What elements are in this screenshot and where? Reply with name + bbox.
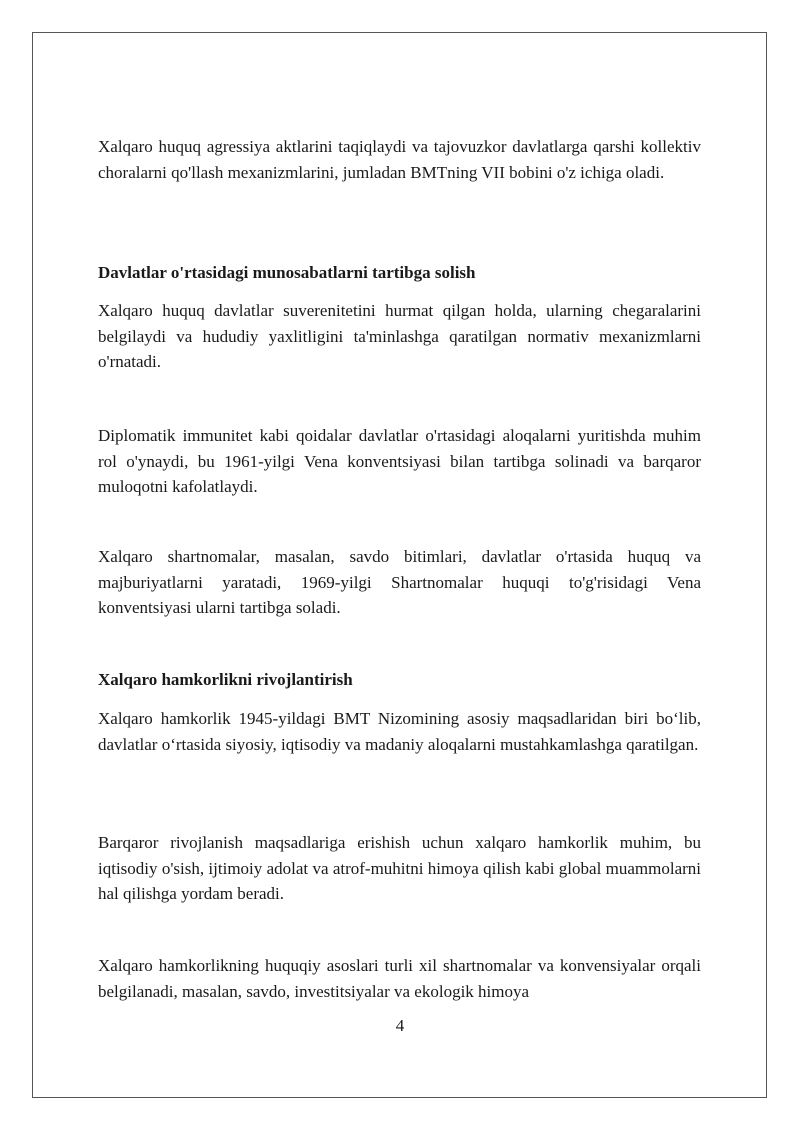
heading-interstate-relations: Davlatlar o'rtasidagi munosabatlarni tartibga solish [98, 263, 476, 282]
paragraph-treaties: Xalqaro shartnomalar, masalan, savdo bitimlari, davlatlar o'rtasida huquq va majburiyatlarni yaratadi, 1969-yilgi Shartnomalar huquqi to'g'risidagi Vena konventsiyasi ularni tartibga soladi. [98, 547, 701, 617]
heading-international-cooperation: Xalqaro hamkorlikni rivojlantirish [98, 670, 353, 689]
paragraph-legal-bases: Xalqaro hamkorlikning huquqiy asoslari turli xil shartnomalar va konvensiyalar orqali belgilanadi, masalan, savdo, investitsiyalar va ekologik himoya [98, 956, 701, 1001]
paragraph-sustainable-development: Barqaror rivojlanish maqsadlariga erishish uchun xalqaro hamkorlik muhim, bu iqtisodiy o'sish, ijtimoiy adolat va atrof-muhitni himoya qilish kabi global muammolarni hal qilishga yordam beradi. [98, 833, 701, 903]
paragraph-sovereignty: Xalqaro huquq davlatlar suverenitetini hurmat qilgan holda, ularning chegaralarini belgilaydi va hududiy yaxlitligini ta'minlashga qaratilgan normativ mexanizmlarni o'rnatadi. [98, 301, 701, 371]
paragraph-un-charter: Xalqaro hamkorlik 1945-yildagi BMT Nizomining asosiy maqsadlaridan biri bo‘lib, davlatlar o‘rtasida siyosiy, iqtisodiy va madaniy aloqalarni mustahkamlashga qaratilgan. [98, 709, 701, 754]
page-number: 4 [395, 1016, 405, 1035]
paragraph-diplomatic-immunity: Diplomatik immunitet kabi qoidalar davlatlar o'rtasidagi aloqalarni yuritishda muhim rol o'ynaydi, bu 1961-yilgi Vena konventsiyasi bilan tartibga solinadi va barqaror muloqotni kafolatlaydi. [98, 426, 701, 496]
paragraph-aggression: Xalqaro huquq agressiya aktlarini taqiqlaydi va tajovuzkor davlatlarga qarshi kollektiv choralarni qo'llash mexanizmlarini, jumladan BMTning VII bobini o'z ichiga oladi. [98, 137, 701, 182]
